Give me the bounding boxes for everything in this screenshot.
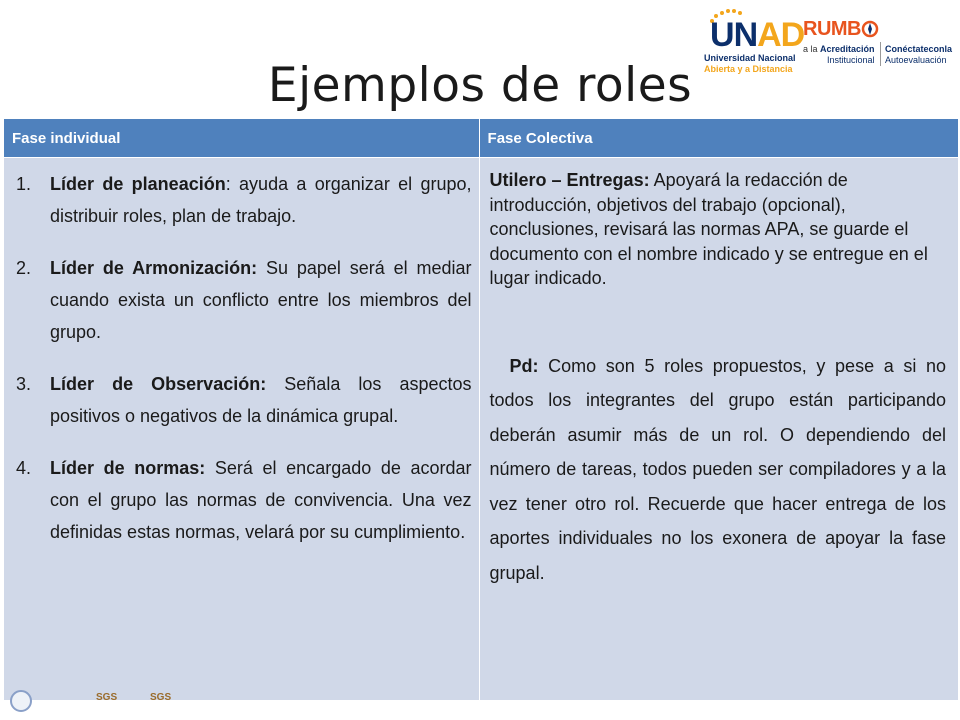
- fase-individual-cell: [4, 158, 480, 701]
- autoevaluacion-label: Autoevaluación: [885, 55, 947, 65]
- slide-title: Ejemplos de roles: [267, 58, 693, 113]
- role-name: Líder de Observación:: [50, 374, 267, 394]
- role-item-observacion: [12, 368, 472, 432]
- sgs-mark: SGS: [96, 692, 118, 703]
- conectate-label: Conéctateconla: [885, 44, 953, 54]
- sgs-mark: SGS: [150, 692, 172, 703]
- role-name: Líder de normas:: [50, 458, 206, 478]
- role-description: ayuda a organizar el grupo, distribuir roles, plan de trabajo.: [50, 174, 472, 226]
- pd-text: Como son 5 roles propuestos, y pese a si no todos los integrantes del grupo están participando deberán asumir más de un rol. O dependiendo del número de tareas, todos pueden ser compiladores y a la vez tener otro rol. Recuerde que hacer entrega de los aportes individuales no los exonera de apoyar la fase grupal.: [489, 355, 946, 583]
- role-name: Líder de Armonización:: [50, 258, 258, 278]
- role-item-normas: [12, 452, 472, 548]
- utilero-paragraph: [490, 168, 946, 291]
- header-fase-individual: Fase individual: [4, 119, 480, 158]
- role-description: Señala los aspectos positivos o negativos de la dinámica grupal.: [50, 374, 472, 426]
- role-item-armonizacion: [12, 252, 472, 348]
- unad-wordmark: UNAD: [710, 16, 805, 54]
- role-description: Será el encargado de acordar con el grupo las normas de convivencia. Una vez definidas estas normas, velará por su cumplimiento.: [50, 458, 472, 542]
- role-item-planeacion: 1. Líder de planeación: ayuda a organizar el grupo, distribuir roles, plan de trabajo.: [12, 168, 472, 232]
- certification-seal-icon: [10, 690, 32, 712]
- roles-table: [3, 118, 959, 701]
- pd-label: Pd:: [509, 355, 539, 376]
- role-description: Su papel será el mediar cuando exista un conflicto entre los miembros del grupo.: [50, 258, 472, 342]
- table-row: [4, 158, 959, 701]
- header-fase-colectiva: Fase Colectiva: [479, 119, 958, 158]
- fase-colectiva-cell: [479, 158, 958, 701]
- rumbo-wordmark: RUMB: [803, 18, 861, 40]
- compass-icon: [861, 20, 879, 38]
- role-number: 1.: [16, 174, 32, 194]
- role-number: 4.: [16, 458, 32, 478]
- rumbo-tagline-2: Institucional: [827, 55, 875, 65]
- unad-subtitle-2: Abierta y a Distancia: [704, 64, 793, 74]
- table-header-row: [4, 119, 959, 158]
- roles-list: [12, 168, 472, 548]
- role-number: 3.: [16, 374, 32, 394]
- role-number: 2.: [16, 258, 32, 278]
- utilero-text: Apoyará la redacción de introducción, objetivos del trabajo (opcional), conclusiones, revisará las normas APA, se guarde el documento con el nombre indicado y se entregue en el lugar indicado.: [489, 170, 928, 288]
- unad-subtitle: Universidad Nacional: [704, 53, 796, 63]
- role-name: Líder de planeación: [50, 174, 226, 194]
- pd-paragraph: [490, 349, 946, 591]
- rumbo-tagline: a la Acreditación: [803, 44, 875, 54]
- utilero-label: Utilero – Entregas:: [489, 170, 650, 190]
